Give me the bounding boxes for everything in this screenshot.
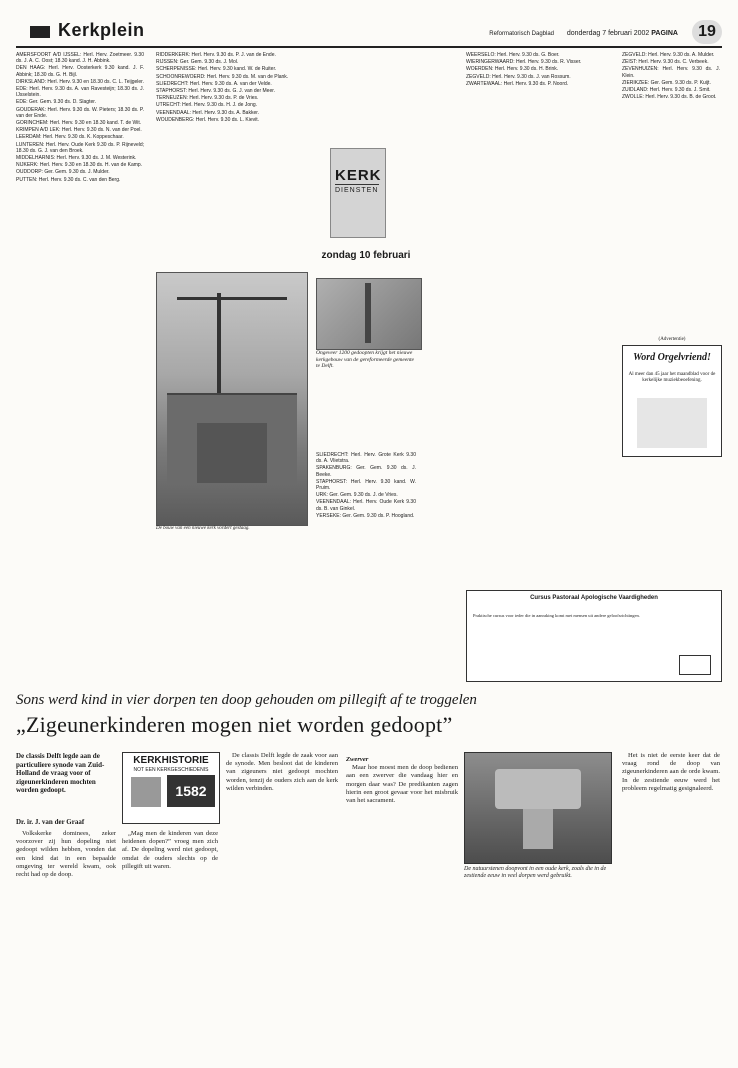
kd-title-2: DIENSTEN [335,187,379,194]
article-column-5 [622,752,720,1060]
church-listing: GORINCHEM: Herl. Herv. 9.30 en 18.30 kand. T. de Wit. [16,120,142,127]
church-listing: DEN HAAG: Herl. Herv. Oosterkerk 9.30 kand. J. F. Abbink; 18.30 ds. G. H. Bijl. [16,65,144,78]
church-listing: SLIEDRECHT: Herl. Herv. 9.30 ds. A. van der Velde. [156,80,272,87]
section-title: Kerkplein [58,20,145,40]
church-listing: WOERDEN: Herl. Herv. 9.30 ds. H. Brink. [466,66,559,73]
kerkdiensten-logo [330,148,386,238]
article-kicker: Sons werd kind in vier dorpen ten doop gehouden om pillegift af te troggelen [16,692,477,708]
church-listing: SCHERPENISSE: Herl. Herv. 9.30 kand. W. de Ruiter. [156,66,277,73]
ad-body: Al meer dan 45 jaar het maandblad voor de kerkelijke muziekbeoefening. [628,372,716,383]
church-listing: AMERSFOORT A/D IJSSEL: Herl. Herv. Zoetmeer. 9.30 ds. J. A. C. Oost; 18.30 kand. J. H. Abbink. [16,52,144,65]
article-paragraph: „Mag men de kinderen van deze heidenen dopen?” vroeg men zich af. De dopeling werd niet gedoopt, omdat de ouders slechts op de pillegift uit waren. [122,830,218,870]
kerkhistorie-logo [122,752,220,824]
date-text: donderdag 7 februari 2002 [566,30,650,37]
paper-name: Reformatorisch Dagblad [489,31,554,37]
church-listing: ZUIDLAND: Herl. Herv. 9.30 ds. J. Smit. [622,87,711,94]
kd-title-1: KERK [335,167,382,184]
issue-date [567,30,678,37]
section-marker [30,26,50,38]
church-listing: ZEGVELD: Herl. Herv. 9.30 ds. A. Mulder. [622,52,715,58]
article-paragraph: De classis Delft legde de zaak voor aan de synode. Men besloot dat de kinderen van zigeuners niet gedoopt mochten worden, tenzij de ouders zich aan de kerk wilden verbinden. [226,752,338,792]
church-listing: OUDDORP: Ger. Gem. 9.30 ds. J. Mulder. [16,169,110,176]
font-caption: De natuurstenen doopvont in een oude kerk, zoals die in de zestiende eeuw in veel dorpen werd gebruikt. [464,866,607,879]
cursus-ad [466,590,722,682]
church-column-3 [316,452,416,682]
spire-shape [365,283,371,343]
article-byline: Dr. ir. J. van der Graaf [16,818,85,826]
baptismal-font-photo [464,752,612,864]
church-photo [316,278,422,350]
church-column-4 [466,52,612,582]
church-listing: WOUDENBERG: Herl. Herv. 9.30 ds. L. Kievit. [156,116,259,123]
church-listing: MIDDELHARNIS: Herl. Herv. 9.30 ds. J. M. Westerink. [16,155,137,162]
church-listing: RIDDERKERK: Herl. Herv. 9.30 ds. P. J. van de Ende. [156,52,276,58]
service-date: zondag 10 februari [321,250,411,261]
church-column-2 [156,52,306,266]
church-listing: SPAKENBURG: Ger. Gem. 9.30 ds. J. Beeke. [316,465,416,478]
church-listing: STAPHORST: Herl. Herv. 9.30 ds. G. J. van der Meer. [156,88,276,95]
church-listing: ZEVENHUIZEN: Herl. Herv. 9.30 ds. J. Klein. [622,66,720,79]
logo-year: 1582 [167,775,215,807]
font-stem [523,809,553,849]
church-listing: LEERDAM: Herl. Herv. 9.30 ds. K. Koppeschaar. [16,134,124,141]
logo-title: KERKHISTORIE [133,755,209,766]
church-listing: ZIERIKZEE: Ger. Gem. 9.30 ds. P. Kuijt. [622,79,711,86]
page-header [16,18,722,48]
church-listing: DIRKSLAND: Herl. Herv. 9.30 en 18.30 ds. C. L. Teijgeler. [16,78,144,85]
church-listing: NIJKERK: Herl. Herv. 9.30 en 18.30 ds. H. van de Kamp. [16,162,143,169]
building-shape-2 [197,423,267,483]
church-listing: YERSEKE: Ger. Gem. 9.30 ds. P. Hoogland. [316,512,415,519]
church-column-5 [622,52,720,332]
church-listing: LUNTEREN: Herl. Herv. Oude Kerk 9.30 ds. P. Rijneveld; 18.30 ds. G. J. van den Broek. [16,141,144,154]
church-listing: WIERINGERWAARD: Herl. Herv. 9.30 ds. R. Visser. [466,59,582,66]
logo-subtitle: NOT EEN KERKGESCHIEDENIS [133,767,209,773]
cursus-logo [679,655,711,675]
church-column-1 [16,52,144,682]
construction-photo [156,272,308,526]
article-column-4 [346,752,458,1060]
church-listing: PUTTEN: Herl. Herv. 9.30 ds. C. van den Berg. [16,176,121,183]
church-listing: ZWARTEWAAL: Herl. Herv. 9.30 ds. P. Noord. [466,80,569,87]
page-number: 19 [692,20,722,44]
ad-image [637,398,707,448]
church-listing: SCHOONREWOERD: Herl. Herv. 9.30 ds. M. van de Plank. [156,73,289,80]
article-intro: De classis Delft legde aan de particuliere synode van Zuid-Holland de vraag voor of zigeunerkinderen mochten worden gedoopt. [16,752,105,794]
church-listing: EDE: Herl. Herv. 9.30 ds. A. van Ravesteijn; 18.30 ds. J. IJsselstein. [16,86,144,99]
church-listing: UTRECHT: Herl. Herv. 9.30 ds. H. J. de Jong. [156,102,258,109]
article-column-2 [122,830,218,1060]
ad-title: Word Orgelvriend! [633,352,711,363]
article-column-1 [16,830,116,1060]
church-listing: STAPHORST: Herl. Herv. 9.30 kand. W. Pruim. [316,478,416,492]
church-listing: VEENENDAAL: Herl. Herv. 9.30 ds. A. Bakker. [156,109,260,116]
article-column-3 [226,752,338,1060]
orgelvriend-ad [622,337,722,457]
article-paragraph: Volkskerke dominees, zeker voorzover zij hun dopeling niet gedoopt wilden hebben, vonden dat een kind dat in een bepaalde omgeving ter wereld kwam, ook recht had op de doop. [16,830,116,879]
article-paragraph: Maar hoe moest men de doop bedienen aan een zwerver die vandaag hier en morgen daar was? De predikanten zagen hierin een groot gevaar voor het misbruik van het sacrament. [346,764,458,805]
church-listing: WEERSELO: Herl. Herv. 9.30 ds. G. Boer. [466,52,560,58]
article-subhead: Zwerver [346,756,369,763]
kd-rule [335,184,379,185]
photo-caption: De bouw van een nieuwe kerk vordert gestaag. [156,526,250,531]
cursus-title: Cursus Pastoraal Apologische Vaardigheden [530,595,658,601]
article-headline: „Zigeunerkinderen mogen niet worden gedoopt” [16,712,453,737]
article-paragraph: Het is niet de eerste keer dat de vraag rond de doop van zigeunerkinderen aan de orde kwam. In de zestiende eeuw werd het probleem regelmatig gesignaleerd. [622,752,720,792]
church-listing: ZEIST: Herl. Herv. 9.30 ds. C. Verbeek. [622,59,709,66]
church-listing: RIJSSEN: Ger. Gem. 9.30 ds. J. Mol. [156,59,239,66]
ad-label: (Advertentie) [658,337,686,342]
church-listing: VEENENDAAL: Herl. Herv. Oude Kerk 9.30 ds. B. van Ginkel. [316,499,416,512]
logo-image [131,777,161,807]
cursus-body: Praktische cursus voor ieder die in aanraking komt met mensen uit andere geloofsrichtingen. [473,613,640,618]
church-listing: KRIMPEN A/D LEK: Herl. Herv. 9.30 ds. N. van der Poel. [16,127,142,134]
church-listing: ZWOLLE: Herl. Herv. 9.30 ds. B. de Groot. [622,94,717,101]
church-listing: GOUDERAK: Herl. Herv. 9.30 ds. W. Pieters; 18.30 ds. P. van der Ende. [16,106,144,119]
page-label: PAGINA [651,30,678,37]
font-bowl [495,769,581,809]
church-listing: EDE: Ger. Gem. 9.30 ds. D. Slagter. [16,99,97,106]
church-listing: TERNEUZEN: Herl. Herv. 9.30 ds. P. de Vries. [156,95,259,102]
church-listing: ZEGVELD: Herl. Herv. 9.30 ds. J. van Rossum. [466,73,571,80]
church-listing: URK: Ger. Gem. 9.30 ds. J. de Vries. [316,492,398,499]
church-listing: SLIEDRECHT: Herl. Herv. Grote Kerk 9.30 ds. A. Vlietstra. [316,452,416,465]
crane-arm [177,297,287,300]
pull-quote: Ongeveer 1200 gedoopten krijgt het nieuwe kerkgebouw van de gereformeerde gemeente te Delft. [316,350,414,370]
